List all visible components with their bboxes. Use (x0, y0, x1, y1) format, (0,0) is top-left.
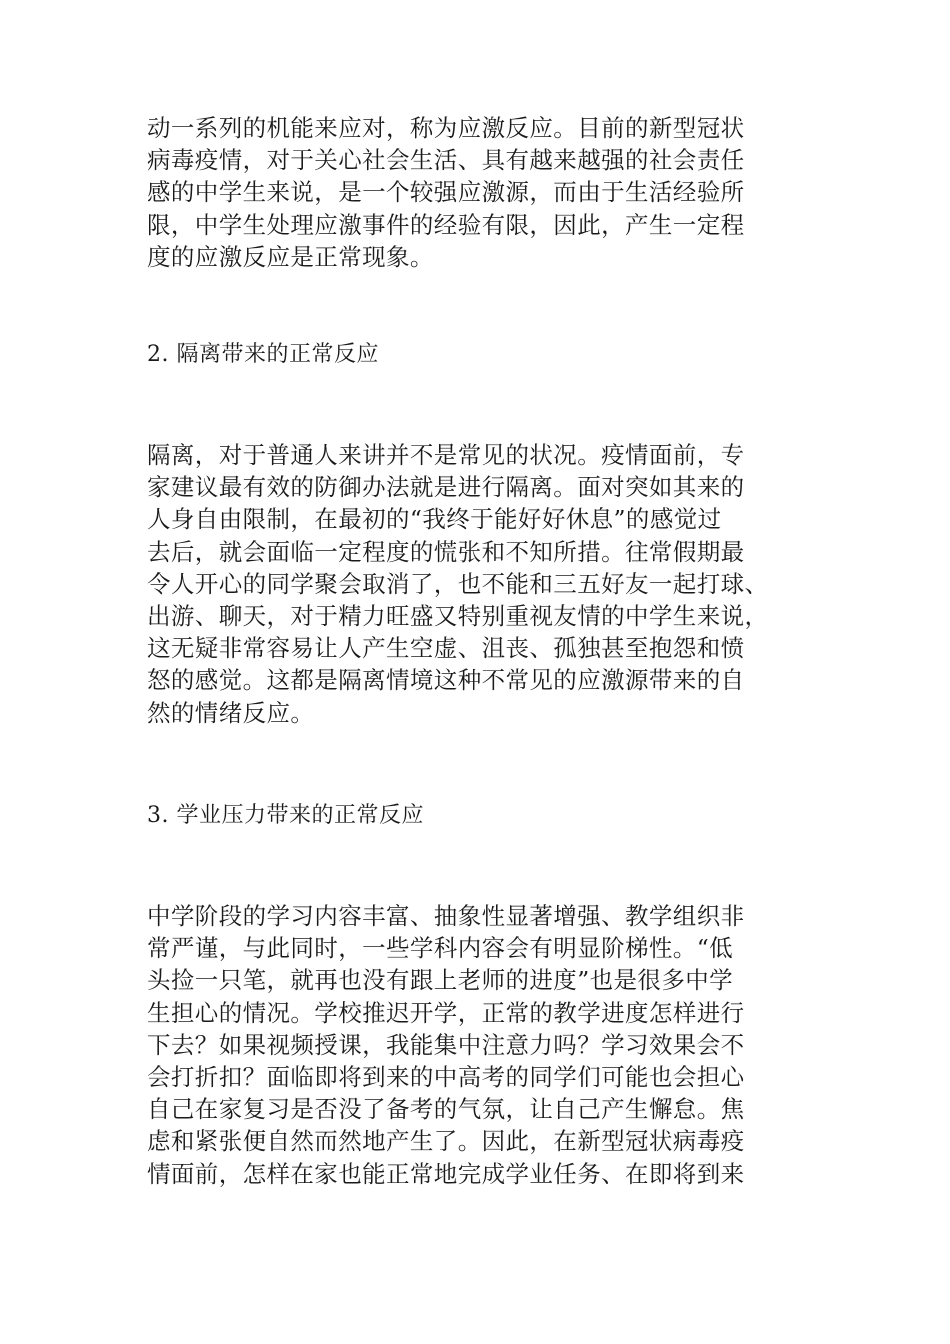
text-line: 感的中学生来说，是一个较强应激源，而由于生活经验所 (147, 178, 745, 207)
paragraph-stress-response (147, 112, 827, 273)
text-line: 虑和紧张便自然而然地产生了。因此，在新型冠状病毒疫 (147, 1127, 745, 1156)
text-line: 生担心的情况。学校推迟开学，正常的教学进度怎样进行 (147, 998, 745, 1027)
text-line: 人身自由限制，在最初的“我终于能好好休息”的感觉过 (147, 505, 722, 534)
text-line: 自己在家复习是否没了备考的气氛，让自己产生懈怠。焦 (147, 1095, 745, 1124)
text-line: 隔离，对于普通人来讲并不是常见的状况。疫情面前，专 (147, 441, 745, 469)
text-line: 然的情绪反应。 (147, 698, 315, 727)
text-line: 会打折扣？面临即将到来的中高考的同学们可能也会担心 (147, 1063, 745, 1092)
section-heading-academic-pressure: 3. 学业压力带来的正常反应 (147, 803, 424, 828)
text-line: 情面前，怎样在家也能正常地完成学业任务、在即将到来 (147, 1159, 745, 1188)
text-line: 家建议最有效的防御办法就是进行隔离。面对突如其来的 (147, 473, 745, 502)
text-line: 动一系列的机能来应对，称为应激反应。目前的新型冠状 (147, 114, 745, 142)
text-line: 下去？如果视频授课，我能集中注意力吗？学习效果会不 (147, 1030, 745, 1059)
text-line: 度的应激反应是正常现象。 (147, 242, 434, 271)
paragraph-isolation (147, 439, 827, 729)
section-heading-isolation: 2. 隔离带来的正常反应 (147, 342, 379, 367)
text-line: 常严谨，与此同时，一些学科内容会有明显阶梯性。“低 (147, 934, 734, 963)
text-line: 病毒疫情，对于关心社会生活、具有越来越强的社会责任 (147, 146, 745, 175)
text-line: 中学阶段的学习内容丰富、抽象性显著增强、教学组织非 (147, 902, 745, 930)
text-line: 令人开心的同学聚会取消了，也不能和三五好友一起打球、 (147, 569, 769, 598)
paragraph-academic-pressure (147, 900, 827, 1190)
text-line: 去后，就会面临一定程度的慌张和不知所措。往常假期最 (147, 537, 745, 566)
text-line: 头捡一只笔，就再也没有跟上老师的进度”也是很多中学 (147, 966, 734, 995)
text-line: 出游、聊天，对于精力旺盛又特别重视友情的中学生来说， (147, 602, 769, 631)
text-line: 怒的感觉。这都是隔离情境这种不常见的应激源带来的自 (147, 666, 745, 695)
text-line: 这无疑非常容易让人产生空虚、沮丧、孤独甚至抱怨和愤 (147, 634, 745, 663)
text-line: 限，中学生处理应激事件的经验有限，因此，产生一定程 (147, 210, 745, 239)
